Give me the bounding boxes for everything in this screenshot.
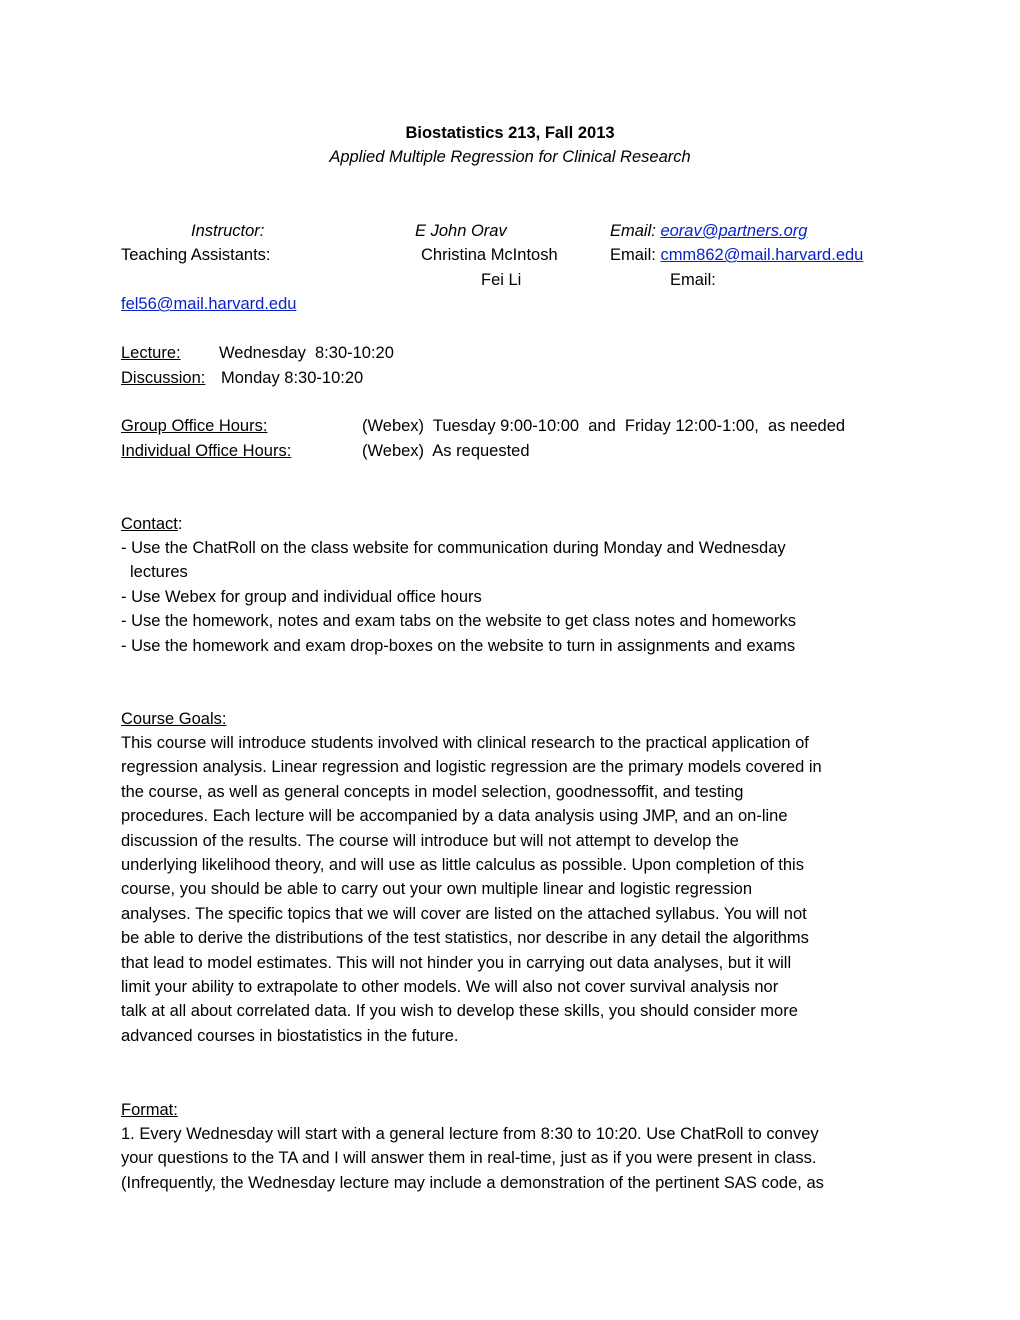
ta2-name: Fei Li [481,271,522,289]
course-title: Biostatistics 213, Fall 2013 [405,124,615,142]
ta2-email-link[interactable]: fel56@mail.harvard.edu [121,295,297,313]
paragraph-line: talk at all about correlated data. If you wish to develop these skills, you should consider more [121,1002,798,1021]
lecture-label: Lecture: [121,344,181,362]
list-item: lectures [130,563,188,582]
course-subtitle: Applied Multiple Regression for Clinical Research [329,148,691,166]
group-hours-label: Group Office Hours: [121,417,268,435]
contact-colon: : [177,515,183,533]
list-item: - Use the homework, notes and exam tabs on the website to get class notes and homeworks [121,612,797,631]
paragraph-line: course, you should be able to carry out your own multiple linear and logistic regression [121,880,753,899]
paragraph-line: advanced courses in biostatistics in the future. [121,1026,459,1045]
ta2-email-label: Email: [670,271,716,289]
paragraph-line: limit your ability to extrapolate to other models. We will also not cover survival analysis nor [121,978,779,997]
paragraph-line: the course, as well as general concepts in model selection, goodnessoffit, and testing [121,782,744,801]
paragraph-line: discussion of the results. The course will introduce but will not attempt to develop the [121,831,739,850]
list-item: - Use the homework and exam drop-boxes on the website to turn in assignments and exams [121,636,796,655]
instructor-email-row [610,219,807,243]
discussion-label: Discussion: [121,369,206,387]
ta1-name: Christina McIntosh [421,246,558,264]
goals-paragraph [121,731,911,1048]
paragraph-line: (Infrequently, the Wednesday lecture may include a demonstration of the pertinent SAS code, as [121,1173,824,1192]
instructor-email-link[interactable]: eorav@partners.org [660,222,808,240]
list-item: - Use Webex for group and individual office hours [121,587,482,606]
group-hours-value: (Webex) Tuesday 9:00-10:00 and Friday 12:00-1:00, as needed [362,417,846,435]
lecture-time: Wednesday 8:30-10:20 [219,344,394,362]
list-item: - Use the ChatRoll on the class website for communication during Monday and Wednesday [121,539,786,557]
paragraph-line: underlying likelihood theory, and will use as little calculus as possible. Upon completion of this [121,856,804,875]
paragraph-line: analyses. The specific topics that we will cover are listed on the attached syllabus. You will not [121,904,807,923]
format-paragraph [121,1122,911,1195]
paragraph-line: be able to derive the distributions of the test statistics, nor describe in any detail the algorithms [121,929,809,948]
instructor-label: Instructor: [191,222,265,240]
paragraph-line: This course will introduce students involved with clinical research to the practical application of [121,734,809,752]
contact-heading [121,512,182,536]
contact-list [121,536,911,658]
paragraph-line: procedures. Each lecture will be accompanied by a data analysis using JMP, and an on-line [121,807,788,826]
instructor-email-label: Email: [610,222,656,240]
individual-hours-value: (Webex) As requested [362,442,530,460]
goals-heading: Course Goals: [121,710,227,728]
paragraph-line: that lead to model estimates. This will not hinder you in carrying out data analyses, but it will [121,953,792,972]
instructor-name: E John Orav [415,222,507,240]
paragraph-line: regression analysis. Linear regression and logistic regression are the primary models covered in [121,758,822,777]
paragraph-line: your questions to the TA and I will answer them in real-time, just as if you were present in class. [121,1149,817,1168]
paragraph-line: 1. Every Wednesday will start with a general lecture from 8:30 to 10:20. Use ChatRoll to convey [121,1125,819,1143]
ta1-email-row [610,243,863,267]
contact-label: Contact [121,515,178,533]
ta1-email-label: Email: [610,246,656,264]
individual-hours-label: Individual Office Hours: [121,442,292,460]
ta-label: Teaching Assistants: [121,246,271,264]
format-heading: Format: [121,1101,178,1119]
ta1-email-link[interactable]: cmm862@mail.harvard.edu [660,246,864,264]
discussion-time: Monday 8:30-10:20 [221,369,364,387]
